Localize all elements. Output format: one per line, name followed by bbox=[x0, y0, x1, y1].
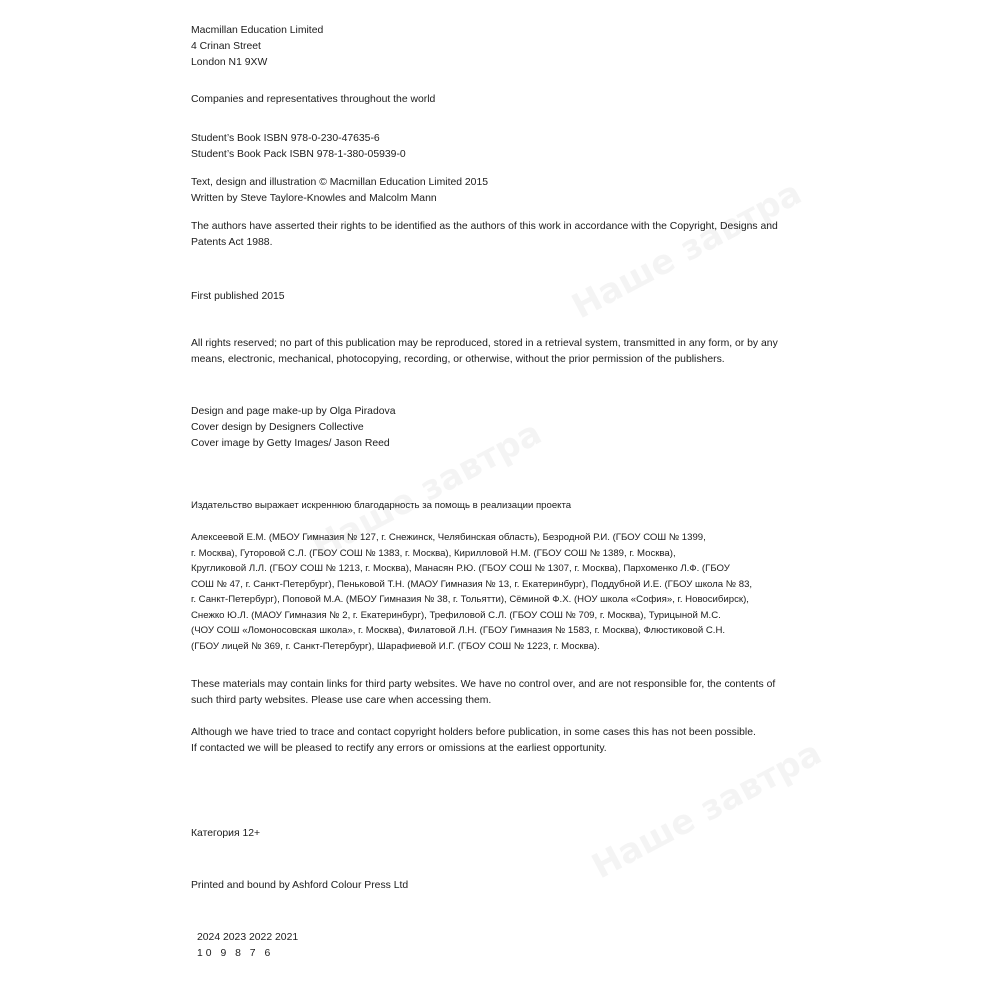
age-category: Категория 12+ bbox=[191, 828, 261, 839]
copyright-tracing-notice: Although we have tried to trace and contact copyright holders before publication, in some cases this has not been possible. If contacted we will be pleased to rectify any errors or omissions at the earliest opportunity. bbox=[191, 727, 756, 754]
thanks-line: (ЧОУ СОШ «Ломоносовская школа», г. Москва), Филатовой Л.Н. (ГБОУ Гимназия № 1583, г. Москва), Флюстиковой С.Н. bbox=[191, 625, 726, 636]
design-credit: Design and page make-up by Olga Piradova bbox=[191, 406, 396, 417]
copyright-notice: Text, design and illustration © Macmillan Education Limited 2015 bbox=[191, 177, 489, 188]
thanks-line: СОШ № 47, г. Санкт-Петербург), Пеньковой Т.Н. (МАОУ Гимназия № 13, г. Екатеринбург), Поддубной И.Е. (ГБОУ школа № 83, bbox=[191, 578, 753, 590]
thanks-heading: Издательство выражает искреннюю благодарность за помощь в реализации проекта bbox=[191, 500, 572, 511]
copyright-block bbox=[191, 175, 816, 207]
all-rights-reserved: All rights reserved; no part of this publication may be reproduced, stored in a retrieval system, transmitted in any form, or by any means, electronic, mechanical, photocopying, recording, or otherwise, without the prior permission of the publishers. bbox=[191, 338, 778, 365]
publisher-city: London N1 9XW bbox=[191, 56, 268, 68]
companies-line: Companies and representatives throughout the world bbox=[191, 94, 436, 105]
thanks-line: Алексеевой Е.М. (МБОУ Гимназия № 127, г. Снежинск, Челябинская область), Безродной Р.И. (ГБОУ СОШ № 1399, bbox=[191, 532, 706, 543]
cover-image-credit: Cover image by Getty Images/ Jason Reed bbox=[191, 437, 390, 449]
publisher-name: Macmillan Education Limited bbox=[191, 25, 324, 36]
thanks-line: Кругликовой Л.Л. (ГБОУ СОШ № 1213, г. Москва), Манасян Р.Ю. (ГБОУ СОШ № 1307, г. Москва), Пархоменко Л.Ф. (ГБОУ bbox=[191, 563, 730, 574]
print-years: 2024 2023 2022 2021 bbox=[197, 932, 299, 943]
written-by: Written by Steve Taylore-Knowles and Malcolm Mann bbox=[191, 192, 437, 204]
third-party-notice: These materials may contain links for third party websites. We have no control over, and are not responsible for, the contents of such third party websites. Please use care when accessing them. bbox=[191, 679, 776, 706]
thanks-line: г. Санкт-Петербург), Поповой М.А. (МБОУ Гимназия № 38, г. Тольятти), Сёминой Ф.Х. (НОУ школа «София», г. Новосибирск), bbox=[191, 594, 749, 605]
thanks-line: Снежко Ю.Л. (МАОУ Гимназия № 2, г. Екатеринбург), Трефиловой С.Л. (ГБОУ СОШ № 709, г. Москва), Турицыной М.С. bbox=[191, 609, 721, 621]
publisher-address bbox=[191, 23, 816, 70]
isbn-students-book: Student’s Book ISBN 978-0-230-47635-6 bbox=[191, 133, 380, 144]
authors-rights: The authors have asserted their rights to be identified as the authors of this work in accordance with the Copyright, Designs and Patents Act 1988. bbox=[191, 221, 778, 248]
isbn-block bbox=[191, 131, 816, 163]
isbn-students-book-pack: Student’s Book Pack ISBN 978-1-380-05939-0 bbox=[191, 148, 406, 160]
design-credits bbox=[191, 404, 816, 451]
thanks-names bbox=[191, 530, 816, 654]
thanks-line: (ГБОУ лицей № 369, г. Санкт-Петербург), Шарафиевой И.Г. (ГБОУ СОШ № 1223, г. Москва). bbox=[191, 640, 600, 652]
thanks-line: г. Москва), Гуторовой С.Л. (ГБОУ СОШ № 1383, г. Москва), Кирилловой Н.М. (ГБОУ СОШ № 1389, г. Москва), bbox=[191, 547, 676, 559]
publisher-street: 4 Crinan Street bbox=[191, 40, 261, 52]
impression-numbers: 10 9 8 7 6 bbox=[197, 948, 274, 959]
printer-credit: Printed and bound by Ashford Colour Press Ltd bbox=[191, 880, 409, 891]
cover-design-credit: Cover design by Designers Collective bbox=[191, 421, 364, 433]
first-published: First published 2015 bbox=[191, 291, 285, 302]
